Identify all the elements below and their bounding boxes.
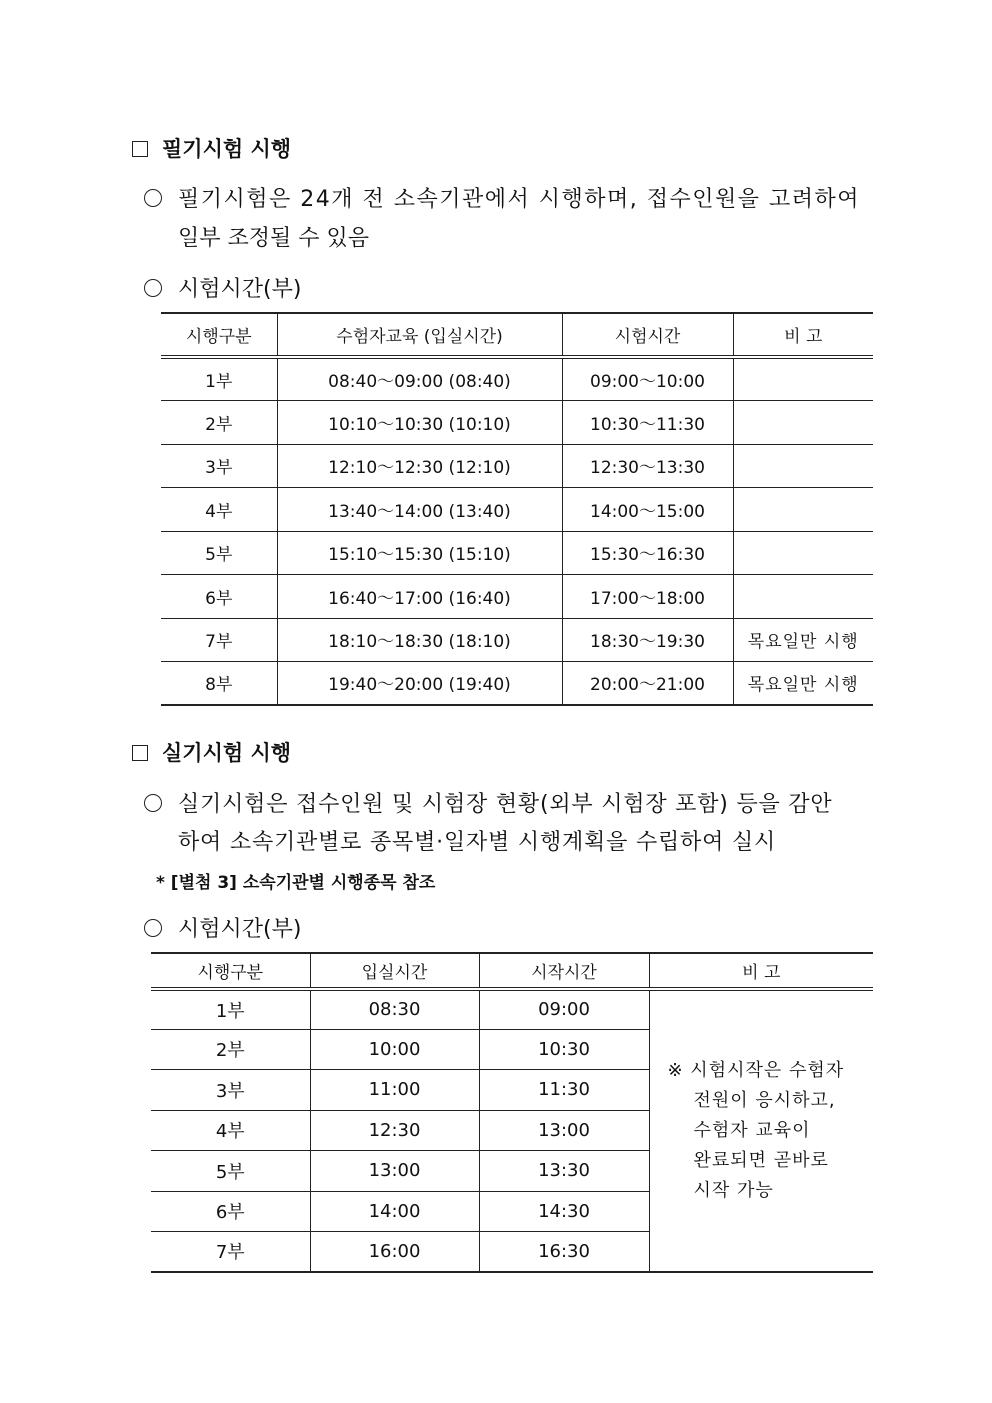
section1-bullet1-continued: 일부 조정될 수 있음 xyxy=(178,226,369,251)
table-cell: 5부 xyxy=(161,531,277,574)
table-cell: 7부 xyxy=(151,1231,310,1272)
table-cell: 12:30～13:30 xyxy=(562,444,733,487)
table-cell: 12:10～12:30 (12:10) xyxy=(277,444,562,487)
table-row xyxy=(161,487,873,531)
table-cell: 15:10～15:30 (15:10) xyxy=(277,531,562,574)
table-cell: 4부 xyxy=(161,487,277,531)
table-cell: 15:30～16:30 xyxy=(562,531,733,574)
table-cell xyxy=(733,531,873,574)
section1-bullet1: 필기시험은 24개 전 소속기관에서 시행하며, 접수인원을 고려하여 xyxy=(144,182,874,213)
checkbox-square-icon xyxy=(132,745,148,761)
table-cell xyxy=(733,400,873,444)
section2-bullet1: 실기시험은 접수인원 및 시험장 현황(외부 시험장 포함) 등을 감안 xyxy=(144,787,874,818)
table-cell: 08:40～09:00 (08:40) xyxy=(277,357,562,400)
table-cell: 6부 xyxy=(161,574,277,618)
table-cell: 1부 xyxy=(151,989,310,1029)
table-row xyxy=(161,531,873,574)
section2-bullet1-continued: 하여 소속기관별로 종목별·일자별 시행계획을 수립하여 실시 xyxy=(178,830,777,855)
table-cell: 14:00 xyxy=(310,1191,479,1231)
table-row xyxy=(161,444,873,487)
table-cell: 6부 xyxy=(151,1191,310,1231)
remark-cell: ※ 시험시작은 수험자 전원이 응시하고, 수험자 교육이 완료되면 곧바로 시작 가능 xyxy=(649,989,873,1272)
table-row xyxy=(151,989,873,1029)
table-cell: 14:00～15:00 xyxy=(562,487,733,531)
table-cell: 8부 xyxy=(161,661,277,705)
checkbox-square-icon xyxy=(132,141,148,157)
table-cell xyxy=(733,574,873,618)
table-cell: 1부 xyxy=(161,357,277,400)
table-cell: 08:30 xyxy=(310,989,479,1029)
table-cell: 20:00～21:00 xyxy=(562,661,733,705)
section1-heading: 필기시험 시행 xyxy=(132,133,291,163)
table-cell xyxy=(733,357,873,400)
appendix-note: * [별첨 3] 소속기관별 시행종목 참조 xyxy=(156,873,436,893)
table-header: 시행구분 xyxy=(161,313,277,357)
table-row xyxy=(161,574,873,618)
table-cell: 10:10～10:30 (10:10) xyxy=(277,400,562,444)
table-cell: 19:40～20:00 (19:40) xyxy=(277,661,562,705)
table-cell: 목요일만 시행 xyxy=(733,618,873,661)
table-cell: 13:00 xyxy=(479,1110,649,1150)
table-cell: 16:40～17:00 (16:40) xyxy=(277,574,562,618)
circle-bullet-icon xyxy=(144,919,162,937)
table-cell xyxy=(733,487,873,531)
circle-bullet-icon xyxy=(144,189,162,207)
table-header: 비 고 xyxy=(733,313,873,357)
table-cell: 11:30 xyxy=(479,1069,649,1110)
table-cell: 09:00～10:00 xyxy=(562,357,733,400)
table-header: 시험시간 xyxy=(562,313,733,357)
table-cell: 11:00 xyxy=(310,1069,479,1110)
table-header: 수험자교육 (입실시간) xyxy=(277,313,562,357)
section2-bullet2: 시험시간(부) xyxy=(144,912,301,943)
table-cell: 13:00 xyxy=(310,1150,479,1191)
table-cell: 4부 xyxy=(151,1110,310,1150)
written-exam-schedule-table xyxy=(161,312,873,706)
table-cell: 18:10～18:30 (18:10) xyxy=(277,618,562,661)
table-cell: 16:30 xyxy=(479,1231,649,1272)
table-row xyxy=(161,661,873,705)
table-cell: 3부 xyxy=(151,1069,310,1110)
table-row xyxy=(161,357,873,400)
table-cell: 2부 xyxy=(151,1029,310,1069)
section2-heading: 실기시험 시행 xyxy=(132,737,291,767)
table-cell: 13:40～14:00 (13:40) xyxy=(277,487,562,531)
circle-bullet-icon xyxy=(144,279,162,297)
table-cell: 14:30 xyxy=(479,1191,649,1231)
table-cell: 12:30 xyxy=(310,1110,479,1150)
table-cell: 목요일만 시행 xyxy=(733,661,873,705)
table-row xyxy=(161,400,873,444)
table-cell: 09:00 xyxy=(479,989,649,1029)
table-cell: 10:00 xyxy=(310,1029,479,1069)
table-cell: 3부 xyxy=(161,444,277,487)
table-row xyxy=(161,618,873,661)
circle-bullet-icon xyxy=(144,794,162,812)
table-cell: 10:30 xyxy=(479,1029,649,1069)
table-cell: 16:00 xyxy=(310,1231,479,1272)
table-cell: 7부 xyxy=(161,618,277,661)
table-cell: 18:30～19:30 xyxy=(562,618,733,661)
table-cell: 2부 xyxy=(161,400,277,444)
table-header: 입실시간 xyxy=(310,953,479,989)
section1-bullet2: 시험시간(부) xyxy=(144,272,301,303)
table-header: 비 고 xyxy=(649,953,873,989)
practical-exam-schedule-table xyxy=(151,952,873,1273)
table-cell: 13:30 xyxy=(479,1150,649,1191)
table-cell: 5부 xyxy=(151,1150,310,1191)
table-header: 시행구분 xyxy=(151,953,310,989)
table-cell: 17:00～18:00 xyxy=(562,574,733,618)
table-cell: 10:30～11:30 xyxy=(562,400,733,444)
table-header: 시작시간 xyxy=(479,953,649,989)
table-cell xyxy=(733,444,873,487)
